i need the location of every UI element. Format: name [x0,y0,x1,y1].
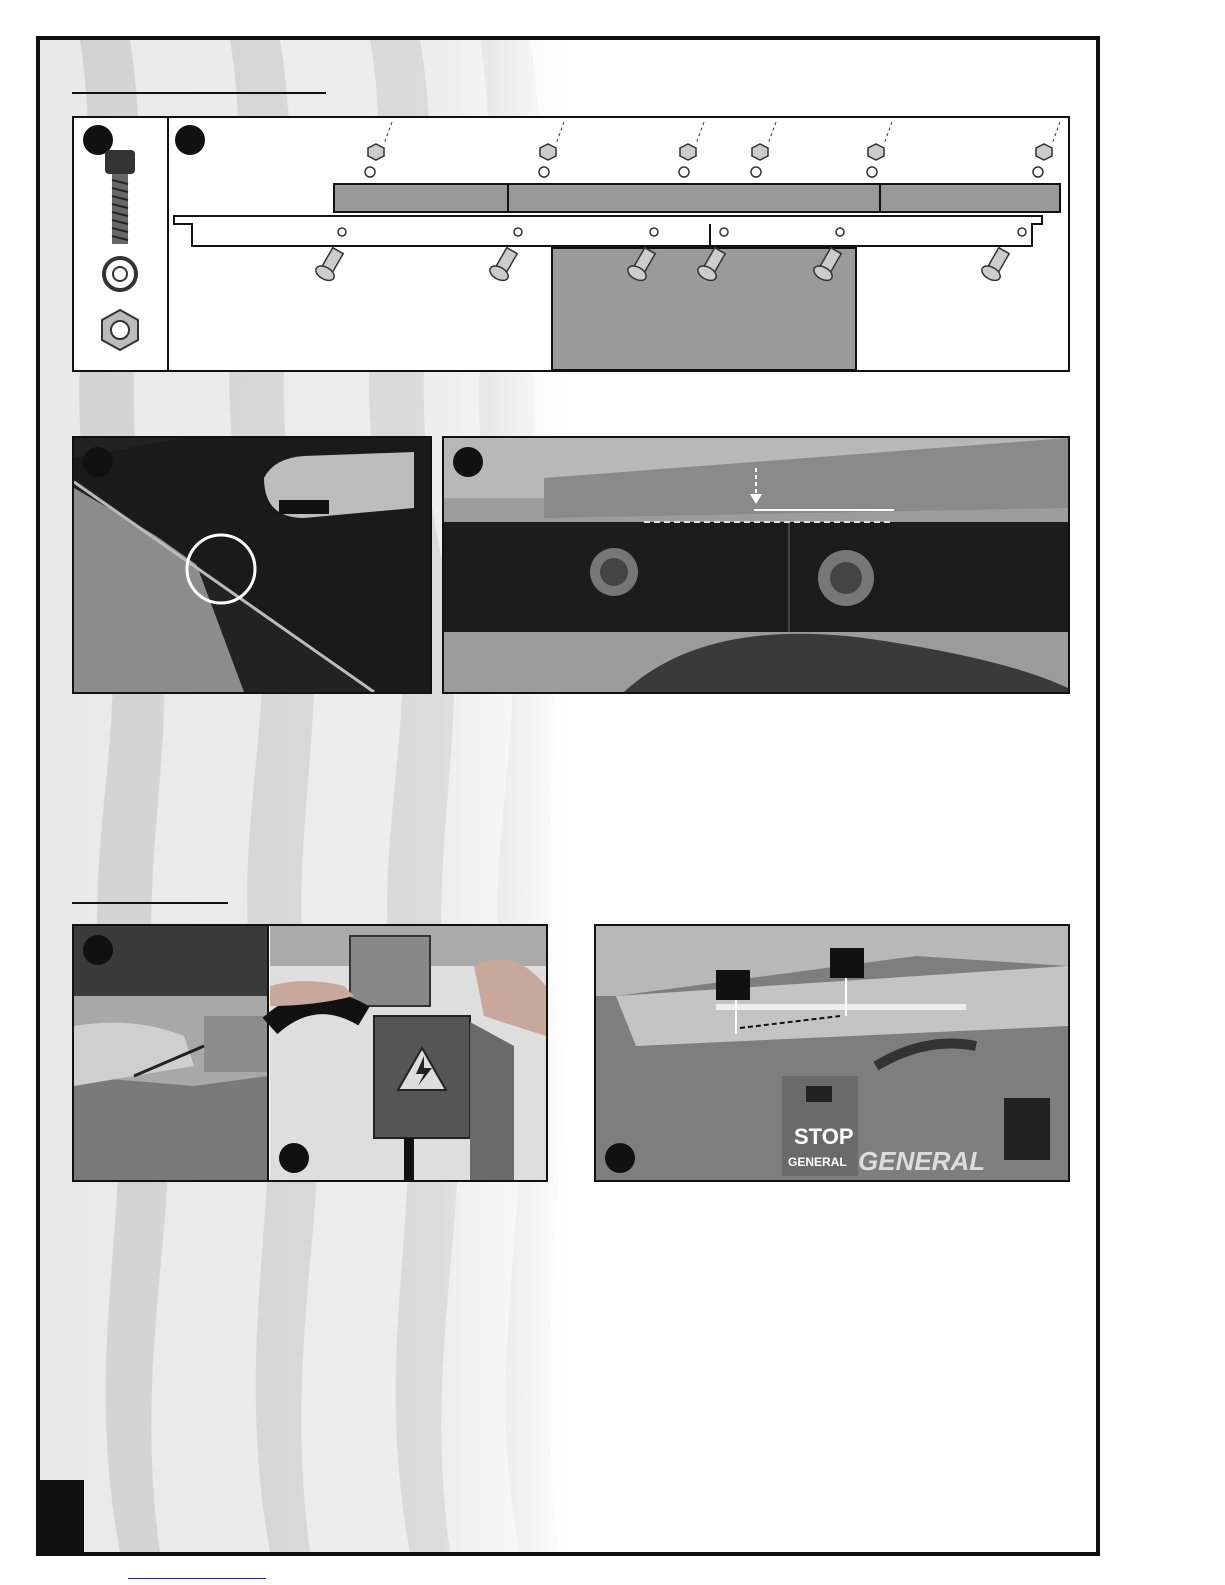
angle-iron [174,216,1042,246]
figure-badge-2 [175,125,205,155]
front-rail [334,184,1060,212]
lock-washer-icon [104,258,136,290]
page-number-tab [40,1480,84,1552]
callout-badge-a [716,970,750,1000]
brand-label-small: GENERAL [788,1155,847,1169]
footer-link-underline[interactable] [128,1578,266,1579]
rail-assembly-diagram [74,118,1068,370]
figure-4-photo [442,436,1070,694]
stop-label: STOP [794,1124,854,1149]
brand-label-large: GENERAL [858,1146,986,1176]
callout-badge-b [830,948,864,978]
section-heading-rule-bottom [72,902,228,904]
page-frame [36,36,1100,1556]
figure-3-photo [72,436,432,694]
cap-screw-icon [105,150,135,244]
figure-7-photo [594,924,1070,1182]
figure-5-6-photo-panel [72,924,548,1182]
hex-nut-icon [102,310,138,350]
section-heading-rule-top [72,92,326,94]
hardware-diagram-panel [72,116,1070,372]
